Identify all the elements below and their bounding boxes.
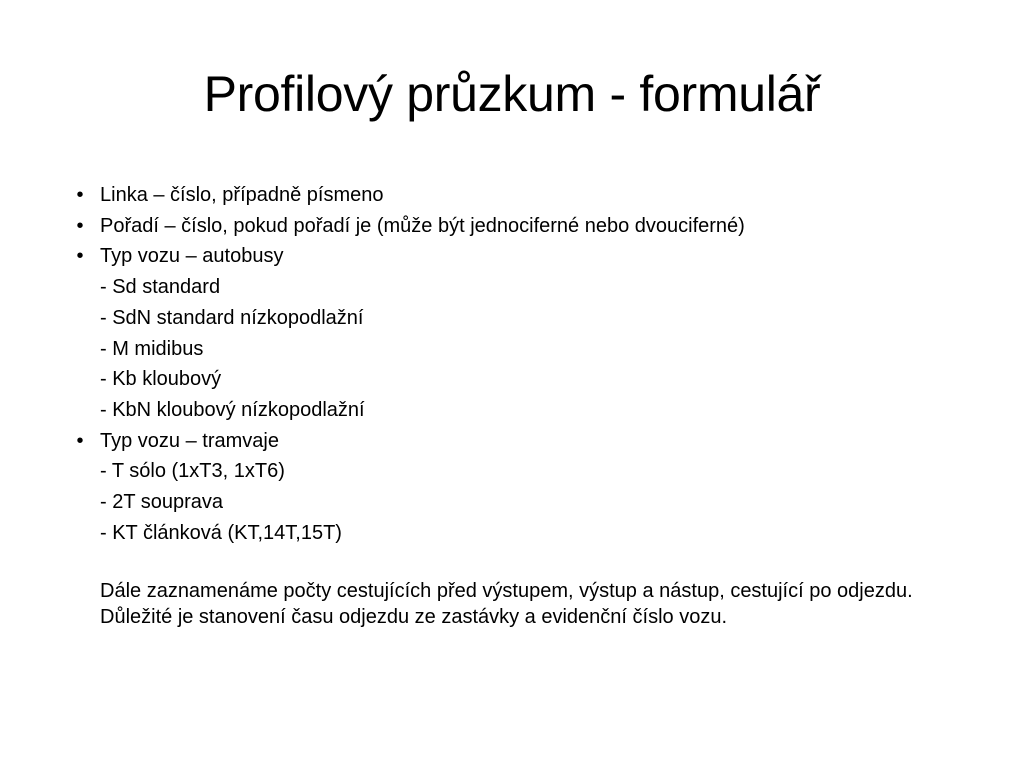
sub-item-m xyxy=(72,334,972,365)
list-item-poradi xyxy=(72,211,972,242)
bullet-icon: • xyxy=(76,429,84,452)
bullet-icon: • xyxy=(76,184,84,206)
sub-item-text: - KT článková (KT,14T,15T) xyxy=(100,521,342,544)
list-item-linka xyxy=(72,180,972,211)
list-item-typ-vozu-tramvaje xyxy=(72,426,972,457)
slide-title: Profilový průzkum - formulář xyxy=(203,66,821,122)
closing-paragraph: Dále zaznamenáme počty cestujících před výstupem, výstup a nástup, cestující po odjezdu. Důležité je stanovení času odjezdu ze zastávky a evidenční číslo vozu. xyxy=(100,580,913,629)
list-item-text: Typ vozu – autobusy xyxy=(100,245,284,268)
list-item-typ-vozu-autobusy xyxy=(72,241,972,272)
sub-item-sd xyxy=(72,272,972,303)
sub-item-text: - SdN standard nízkopodlažní xyxy=(100,306,364,329)
sub-item-text: - Sd standard xyxy=(100,276,221,299)
sub-item-text: - Kb kloubový xyxy=(100,368,222,391)
sub-item-sdn xyxy=(72,303,972,334)
sub-item-kb xyxy=(72,364,972,395)
list-item-text: Typ vozu – tramvaje xyxy=(100,429,279,452)
sub-item-kbn xyxy=(72,395,972,426)
bullet-icon: • xyxy=(76,245,84,268)
sub-item-2t xyxy=(72,487,972,518)
sub-item-text: - KbN kloubový nízkopodlažní xyxy=(100,398,365,421)
sub-item-t xyxy=(72,456,972,487)
list-item-text: Linka – číslo, případně písmeno xyxy=(100,184,384,206)
sub-item-kt xyxy=(72,518,972,549)
sub-item-text: - M midibus xyxy=(100,337,204,360)
sub-item-text: - T sólo (1xT3, 1xT6) xyxy=(100,460,285,483)
slide-content xyxy=(72,180,972,630)
list-item-text: Pořadí – číslo, pokud pořadí je (může být jednociferné nebo dvouciferné) xyxy=(100,214,745,237)
sub-item-text: - 2T souprava xyxy=(100,491,224,514)
bullet-icon: • xyxy=(76,214,84,237)
